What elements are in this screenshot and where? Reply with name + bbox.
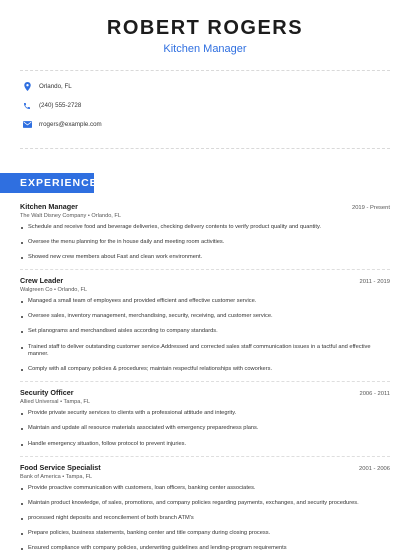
job-entry bbox=[20, 276, 390, 374]
job-location: Orlando, FL bbox=[91, 213, 121, 219]
contact-phone-text: (240) 555-2728 bbox=[39, 102, 82, 109]
job-entry bbox=[20, 463, 390, 553]
job-bullet: Provide private security services to clients with a professional attitude and integrity. bbox=[20, 410, 390, 418]
job-bullets bbox=[20, 298, 390, 374]
job-bullet: Ensured compliance with company policies, underwriting guidelines and lending-program requirements bbox=[20, 545, 390, 553]
contact-location-text: Orlando, FL bbox=[39, 83, 72, 90]
job-dates: 2006 - 2011 bbox=[359, 391, 390, 398]
job-company: Allied Universal bbox=[20, 399, 59, 406]
job-bullet: Showed new crew members about Fast and clean work environment. bbox=[20, 254, 390, 262]
job-header bbox=[20, 202, 390, 211]
job-title: Kitchen Manager bbox=[20, 202, 78, 211]
job-title: Food Service Specialist bbox=[20, 462, 101, 472]
job-location: Orlando, FL bbox=[57, 287, 88, 294]
job-location: Tampa, FL bbox=[63, 399, 90, 406]
job-company-line: Allied Universal • Tampa, FL bbox=[20, 399, 90, 406]
job-bullet: Maintain and update all resource materials associated with emergency preparedness plans. bbox=[20, 425, 390, 433]
job-bullet: Comply with all company policies & procedures; maintain respectful relationships with coworkers. bbox=[20, 366, 390, 374]
job-bullet: Handle emergency situation, follow protocol to prevent injuries. bbox=[20, 441, 390, 449]
job-title: Security Officer bbox=[20, 388, 74, 398]
job-company-line: Walgreen Co • Orlando, FL bbox=[20, 287, 88, 294]
resume-header bbox=[0, 0, 410, 56]
email-icon bbox=[22, 120, 32, 130]
job-entry bbox=[20, 202, 390, 262]
job-bullet: Managed a small team of employees and provided efficient and effective customer service. bbox=[20, 298, 390, 306]
location-pin-icon bbox=[22, 82, 32, 92]
contact-email-text: rrogers@example.com bbox=[39, 121, 102, 128]
job-header bbox=[20, 276, 390, 285]
job-company: Bank of America bbox=[20, 473, 61, 480]
contact-divider bbox=[20, 148, 390, 149]
job-bullet: Oversee sales, inventory management, merchandising, security, receiving, and customer service. bbox=[20, 313, 390, 321]
contact-phone bbox=[22, 96, 410, 115]
job-bullet: Provide proactive communication with customers, loan officers, banking center associates. bbox=[20, 485, 390, 493]
job-dates: 2011 - 2019 bbox=[359, 279, 390, 286]
job-company: The Walt Disney Company bbox=[20, 213, 87, 219]
job-bullet: Oversee the menu planning for the in house daily and meeting room activities. bbox=[20, 239, 390, 247]
candidate-title: Kitchen Manager bbox=[163, 43, 247, 55]
candidate-name: ROBERT ROGERS bbox=[106, 17, 304, 39]
job-header bbox=[20, 463, 390, 472]
job-bullets bbox=[20, 485, 390, 553]
job-company: Walgreen Co bbox=[20, 287, 53, 294]
job-dates: 2001 - 2006 bbox=[359, 465, 390, 472]
job-bullets bbox=[20, 410, 390, 448]
job-entry bbox=[20, 388, 390, 448]
job-company-line: The Walt Disney Company • Orlando, FL bbox=[20, 213, 121, 219]
contact-list bbox=[0, 71, 410, 138]
job-location: Tampa, FL bbox=[65, 473, 93, 480]
contact-location bbox=[22, 77, 410, 96]
job-company-line: Bank of America • Tampa, FL bbox=[20, 473, 93, 480]
job-bullet: Prepare policies, business statements, banking center and title company during closing process. bbox=[20, 530, 390, 538]
job-bullet: Schedule and receive food and beverage deliveries, checking delivery contents to verify product quality and quantity. bbox=[20, 224, 390, 232]
experience-heading: EXPERIENCE bbox=[0, 173, 94, 193]
job-divider bbox=[20, 381, 390, 382]
job-divider bbox=[20, 456, 390, 457]
phone-icon bbox=[22, 101, 32, 111]
job-header bbox=[20, 388, 390, 397]
experience-list bbox=[0, 202, 410, 553]
job-divider bbox=[20, 269, 390, 270]
job-bullets bbox=[20, 224, 390, 262]
job-title: Crew Leader bbox=[20, 276, 64, 286]
contact-email bbox=[22, 115, 410, 134]
job-bullet: Trained staff to deliver outstanding customer service.Addressed and corrected sales staff communication issues in a tactful and effective manner. bbox=[20, 344, 390, 359]
job-dates: 2019 - Present bbox=[351, 205, 390, 211]
job-bullet: processed night deposits and reconcilement of both branch ATM's bbox=[20, 515, 390, 523]
job-bullet: Maintain product knowledge, of sales, promotions, and company policies regarding payments, exchanges, and security procedures. bbox=[20, 500, 390, 508]
job-bullet: Set planograms and merchandised aisles according to company standards. bbox=[20, 328, 390, 336]
